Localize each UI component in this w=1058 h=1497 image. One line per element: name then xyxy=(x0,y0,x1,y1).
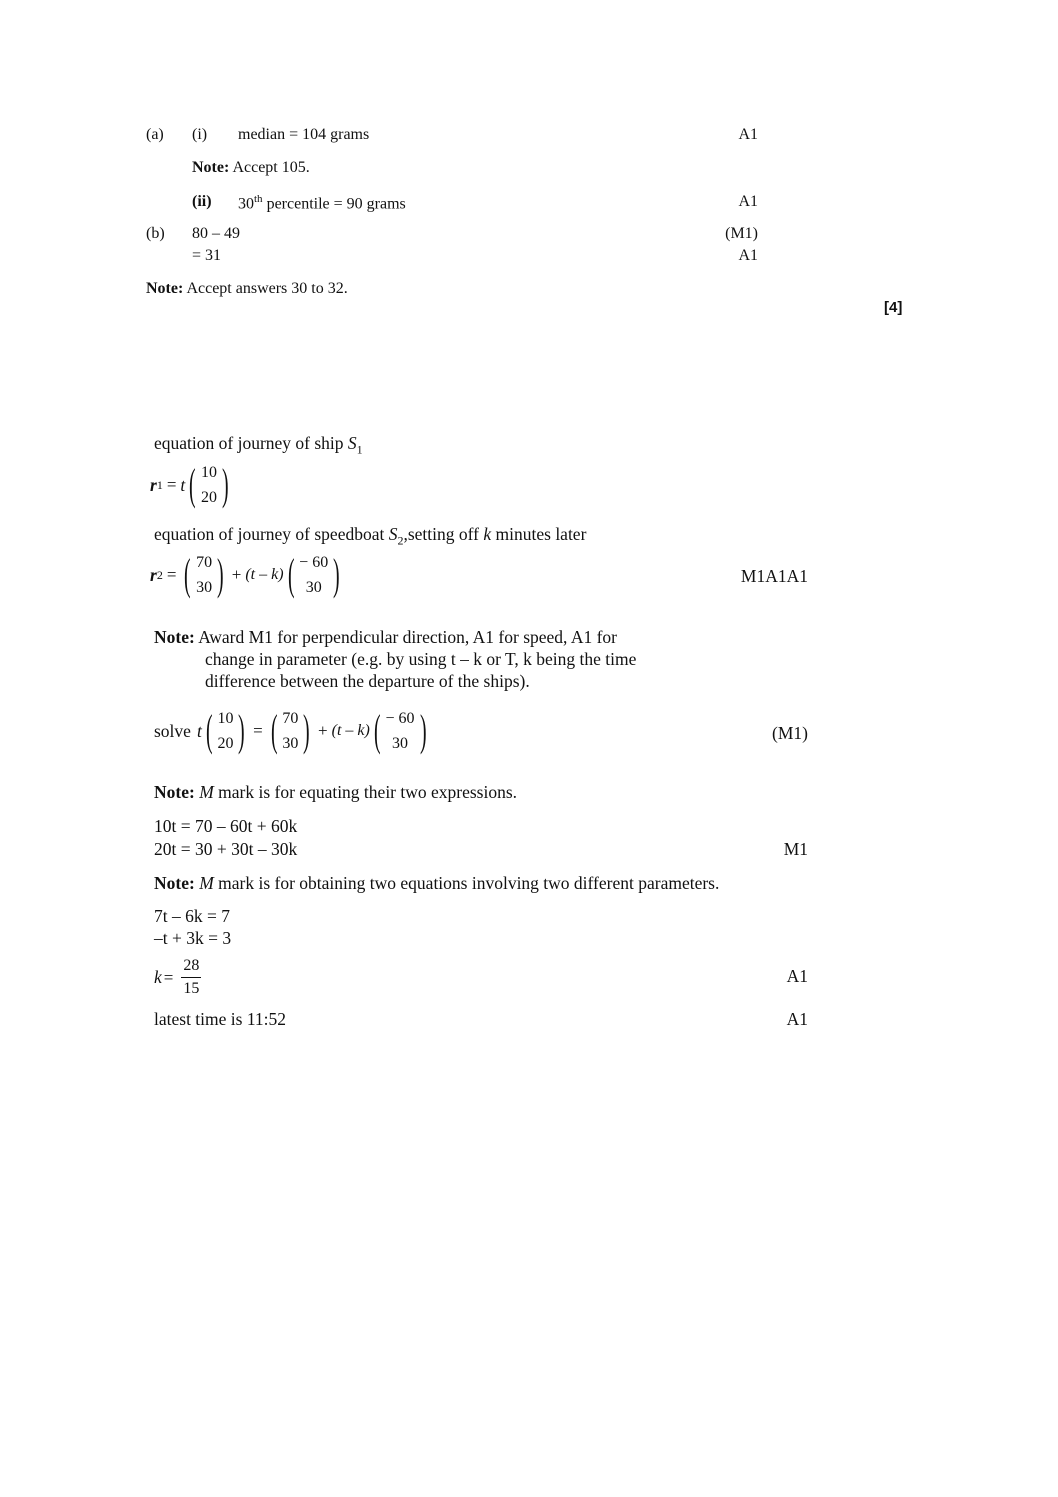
vec-entry: 10 xyxy=(217,710,234,727)
note-var: M xyxy=(199,782,214,802)
plus: + xyxy=(318,721,328,740)
total-marks: [4] xyxy=(884,299,903,316)
mark-k: A1 xyxy=(786,966,808,986)
vector-10-20: ( 10 20 ) xyxy=(205,706,246,755)
vec-entry: − 60 xyxy=(299,554,329,571)
equals: = xyxy=(163,967,174,987)
ship-var: S xyxy=(347,433,357,453)
note-award xyxy=(154,626,636,692)
vec-entry: 20 xyxy=(217,735,234,752)
ship-sub: 1 xyxy=(356,442,363,457)
b-working-line2: = 31 xyxy=(192,247,222,264)
equals: = xyxy=(166,565,177,584)
vec-entry: 30 xyxy=(196,579,213,596)
note-text: mark is for equating their two expressions. xyxy=(213,782,518,802)
equation-4: –t + 3k = 3 xyxy=(154,928,232,948)
param-t: t xyxy=(180,474,186,495)
equation-3: 7t – 6k = 7 xyxy=(154,906,230,926)
mark-i: A1 xyxy=(738,126,758,143)
heading-end: minutes later xyxy=(491,524,587,544)
param-diff: (t – k) xyxy=(245,566,284,583)
mark-solve: (M1) xyxy=(772,723,808,743)
note-text: Accept 105. xyxy=(232,159,310,176)
note-label: Note: xyxy=(154,873,195,893)
mark-eq2: M1 xyxy=(783,839,808,859)
r2-sub: 2 xyxy=(156,567,163,582)
note-line: change in parameter (e.g. by using t – k or T, k being the time xyxy=(205,649,637,669)
mark-r2: M1A1A1 xyxy=(740,566,808,586)
percentile-answer xyxy=(238,193,406,213)
fraction-28-15 xyxy=(181,955,201,1000)
note-line: difference between the departure of the ships). xyxy=(205,671,530,691)
equals: = xyxy=(253,721,263,740)
vec-entry: 10 xyxy=(200,464,217,481)
mark-b2: A1 xyxy=(738,247,758,264)
vector-neg60-30: ( − 60 30 ) xyxy=(287,550,340,599)
vector-70-30: ( 70 30 ) xyxy=(184,550,224,599)
vec-entry: 70 xyxy=(196,554,213,571)
median-answer: median = 104 grams xyxy=(238,126,370,143)
vec-entry: 70 xyxy=(282,710,299,727)
note-two-equations xyxy=(154,873,719,894)
vector-neg60-30: ( − 60 30 ) xyxy=(373,706,427,755)
boat-var: S xyxy=(388,524,398,544)
b-working-line1: 80 – 49 xyxy=(192,225,240,242)
solve-word: solve xyxy=(154,720,191,741)
subpart-ii-label: (ii) xyxy=(192,193,212,210)
mark-ii: A1 xyxy=(738,193,758,210)
mark-final: A1 xyxy=(786,1009,808,1029)
equation-2: 20t = 30 + 30t – 30k xyxy=(154,839,298,859)
vec-entry: 20 xyxy=(200,489,217,506)
vector-10-20: ( 10 20 ) xyxy=(189,460,229,509)
vec-entry: 30 xyxy=(305,579,322,596)
note-text: Accept answers 30 to 32. xyxy=(186,280,348,297)
r2-equation xyxy=(150,550,344,600)
r2-var: r xyxy=(150,564,157,585)
latest-time-answer: latest time is 11:52 xyxy=(154,1009,287,1029)
note-accept-105 xyxy=(192,159,310,177)
part-b-label: (b) xyxy=(146,225,165,242)
vec-entry: − 60 xyxy=(385,710,415,727)
note-accept-range xyxy=(146,280,348,298)
percentile-suffix: th xyxy=(254,193,263,205)
solve-equation xyxy=(154,706,430,756)
percentile-number: 30 xyxy=(238,195,254,213)
heading-mid: ,setting off xyxy=(403,524,484,544)
fraction-numerator: 28 xyxy=(181,955,201,978)
vec-entry: 30 xyxy=(392,735,409,752)
speedboat-heading xyxy=(154,524,586,549)
equation-1: 10t = 70 – 60t + 60k xyxy=(154,816,298,836)
note-line: Award M1 for perpendicular direction, A1 for speed, A1 for xyxy=(198,627,617,647)
r1-sub: 1 xyxy=(156,477,163,492)
k-result xyxy=(154,955,201,1000)
boat-sub: 2 xyxy=(397,533,404,548)
percentile-text: percentile = 90 grams xyxy=(266,195,406,213)
note-text: mark is for obtaining two equations involving two different parameters. xyxy=(213,873,720,893)
r1-var: r xyxy=(150,474,157,495)
param-t: t xyxy=(196,720,202,741)
vec-entry: 30 xyxy=(282,735,299,752)
note-label: Note: xyxy=(146,280,184,297)
ship-s1-heading xyxy=(154,433,363,458)
note-label: Note: xyxy=(154,782,195,802)
subpart-i-label: (i) xyxy=(192,126,208,143)
equals: = xyxy=(166,475,177,494)
vector-70-30: ( 70 30 ) xyxy=(270,706,311,755)
note-var: M xyxy=(199,873,214,893)
heading-text: equation of journey of ship xyxy=(154,433,348,453)
note-label: Note: xyxy=(192,159,230,176)
param-diff: (t – k) xyxy=(331,722,370,739)
note-equating xyxy=(154,782,517,803)
k-var: k xyxy=(483,524,492,544)
r1-equation xyxy=(150,460,233,510)
mark-b1: (M1) xyxy=(725,225,758,242)
fraction-denominator: 15 xyxy=(183,980,200,997)
plus: + xyxy=(231,565,242,584)
k-var: k xyxy=(154,967,162,987)
heading-text: equation of journey of speedboat xyxy=(154,524,389,544)
note-label: Note: xyxy=(154,627,195,647)
part-a-label: (a) xyxy=(146,126,164,143)
